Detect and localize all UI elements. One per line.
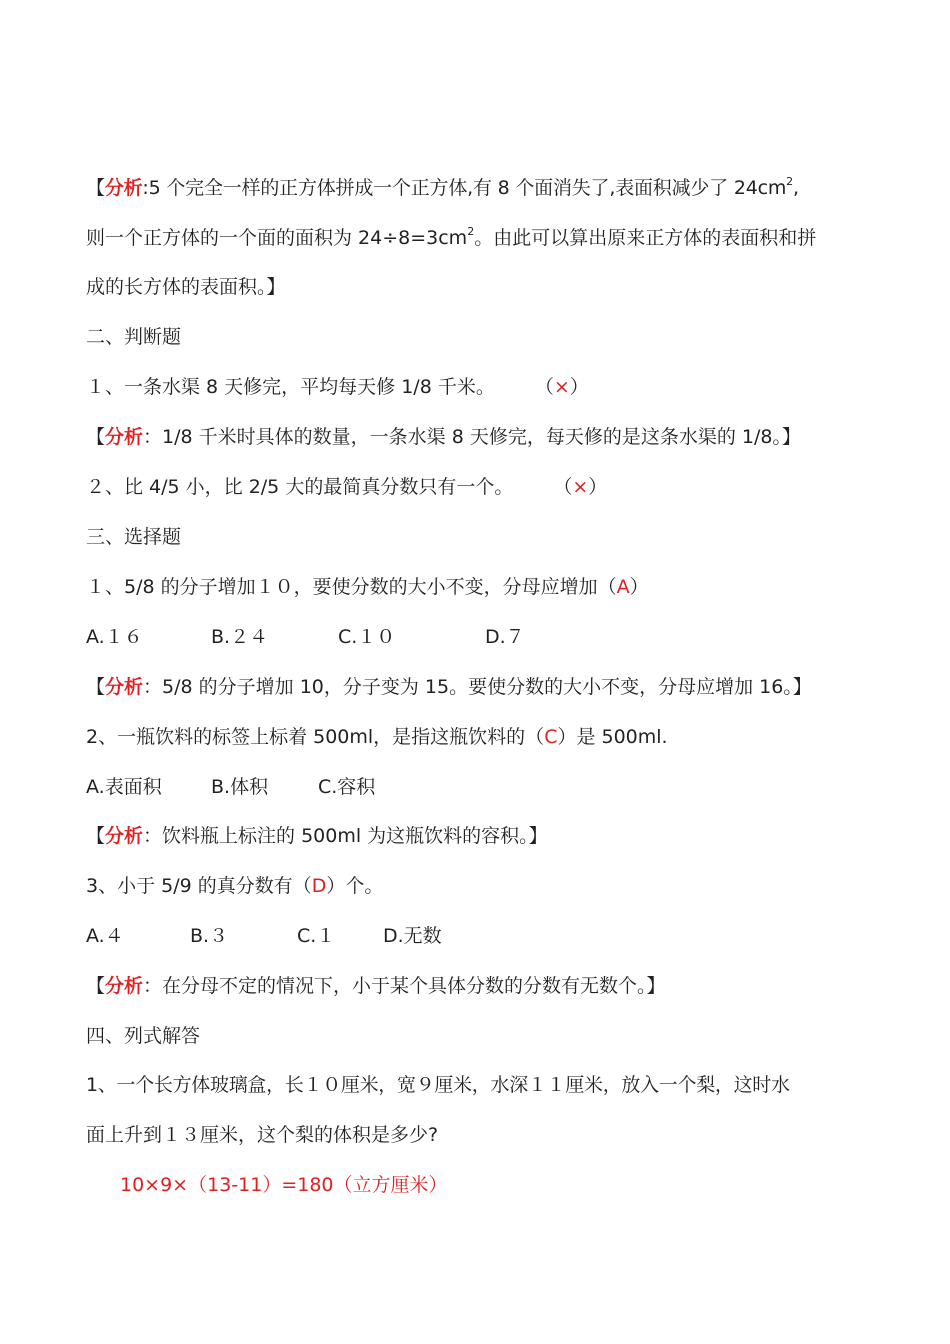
option-d: D.７ <box>485 626 525 648</box>
paren-open: （ <box>553 476 573 498</box>
choice-question-1 <box>86 574 649 600</box>
analysis-label: 分析 <box>105 975 144 997</box>
question-text: １、一条水渠 8 天修完，平均每天修 1/8 千米。 <box>86 376 495 398</box>
answer-mark: × <box>572 476 589 498</box>
bracket-open: 【 <box>86 177 105 199</box>
superscript-two: 2 <box>786 175 793 188</box>
bracket-open: 【 <box>86 975 106 997</box>
question-text: １、5/8 的分子增加１０，要使分数的大小不变，分母应增加（ <box>86 576 617 598</box>
section-heading-judgement: 二、判断题 <box>86 326 182 348</box>
bracket-open: 【 <box>86 426 106 448</box>
answer-letter: A <box>616 576 630 598</box>
section-heading-choice: 三、选择题 <box>86 526 182 548</box>
analysis-text: ：饮料瓶上标注的 500ml 为这瓶饮料的容积。】 <box>143 825 548 847</box>
choice-question-2 <box>86 724 668 750</box>
intro-analysis-line2 <box>86 225 816 251</box>
bracket-open: 【 <box>86 676 106 698</box>
answer-mark: × <box>553 376 570 398</box>
paren-close: ） <box>629 576 649 598</box>
choice-analysis-3 <box>86 973 666 999</box>
analysis-text: ：在分母不定的情况下，小于某个具体分数的分数有无数个。】 <box>143 975 666 997</box>
paren-open: （ <box>534 376 554 398</box>
analysis-label: 分析 <box>105 426 144 448</box>
choice-question-3 <box>86 873 383 899</box>
intro-text-1: :5 个完全一样的正方体拼成一个正方体,有 8 个面消失了,表面积减少了 24cm <box>142 177 787 199</box>
judgement-question-2 <box>86 474 607 500</box>
option-b: B.３ <box>190 925 229 947</box>
word-problem-line1: 1、一个长方体玻璃盒，长１０厘米，宽９厘米，水深１１厘米，放入一个梨，这时水 <box>86 1074 790 1096</box>
answer-letter: D <box>311 875 327 897</box>
section-heading-word-problem: 四、列式解答 <box>86 1025 201 1047</box>
option-c: C.１ <box>297 925 336 947</box>
analysis-text: ：5/8 的分子增加 10，分子变为 15。要使分数的大小不变，分母应增加 16。】 <box>143 676 812 698</box>
option-d: D.无数 <box>383 925 442 947</box>
option-b: B.２４ <box>211 626 269 648</box>
intro-analysis-line3: 成的长方体的表面积。】 <box>86 276 286 298</box>
word-problem-answer: 10×9×（13-11）=180（立方厘米） <box>120 1174 448 1196</box>
judgement-question-1 <box>86 374 589 400</box>
analysis-label: 分析 <box>104 177 143 199</box>
paren-close: ） <box>588 476 608 498</box>
question-text: ２、比 4/5 小，比 2/5 大的最简真分数只有一个。 <box>86 476 514 498</box>
analysis-label: 分析 <box>105 676 144 698</box>
judgement-analysis-1 <box>86 424 801 450</box>
superscript-two: 2 <box>467 225 475 238</box>
option-c: C.１０ <box>338 626 396 648</box>
paren-close: ） <box>569 376 589 398</box>
option-a: A.４ <box>86 925 124 947</box>
paren-close: ）个。 <box>326 875 384 897</box>
option-a: A.１６ <box>86 626 143 648</box>
analysis-text: ：1/8 千米时具体的数量，一条水渠 8 天修完，每天修的是这条水渠的 1/8。】 <box>143 426 801 448</box>
paren-close: ）是 500ml. <box>557 726 668 748</box>
intro-text-1-end: , <box>792 177 799 199</box>
choice-analysis-2 <box>86 823 548 849</box>
bracket-open: 【 <box>86 825 106 847</box>
word-problem-line2: 面上升到１３厘米，这个梨的体积是多少? <box>86 1124 439 1146</box>
answer-letter: C <box>544 726 558 748</box>
analysis-label: 分析 <box>105 825 144 847</box>
option-b: B.体积 <box>211 776 269 798</box>
intro-text-2-end: 。由此可以算出原来正方体的表面积和拼 <box>474 227 817 249</box>
intro-text-2: 则一个正方体的一个面的面积为 24÷8=3cm <box>86 227 468 249</box>
intro-analysis-line1 <box>86 175 799 201</box>
option-c: C.容积 <box>318 776 376 798</box>
question-text: 3、小于 5/9 的真分数有（ <box>86 875 312 897</box>
question-text: 2、一瓶饮料的标签上标着 500ml，是指这瓶饮料的（ <box>86 726 545 748</box>
option-a: A.表面积 <box>86 776 162 798</box>
choice-analysis-1 <box>86 674 812 700</box>
